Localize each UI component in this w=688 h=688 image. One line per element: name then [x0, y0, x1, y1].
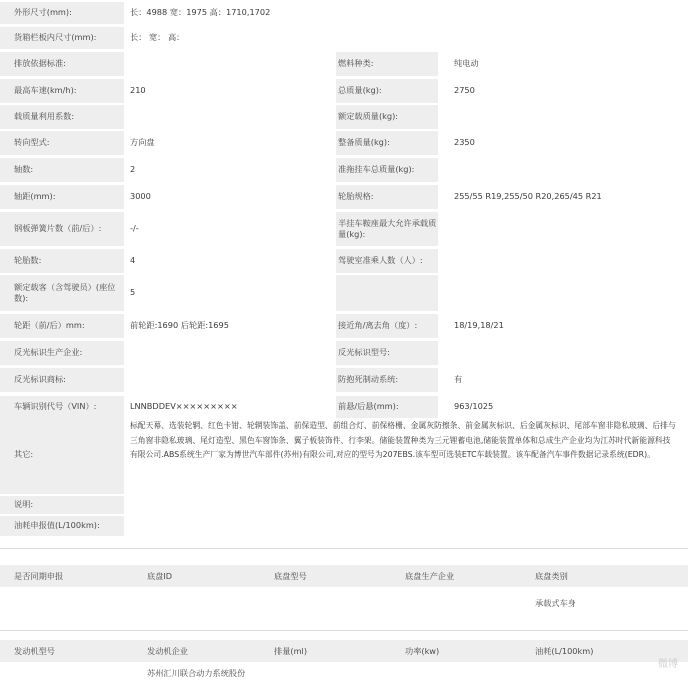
spec-label: 准拖挂车总质量(kg): [336, 158, 438, 182]
spec-value: -/- [130, 223, 139, 234]
spec-row [0, 2, 688, 24]
chassis-header-cell: 底盘类别 [535, 570, 568, 581]
spec-row [0, 105, 688, 129]
chassis-cell: 承载式车身 [535, 597, 576, 608]
engine-cell: 苏州汇川联合动力系统股份 [147, 668, 246, 678]
spec-label: 最高车速(km/h): [0, 79, 124, 103]
spec-label: 轮距（前/后）mm: [0, 314, 124, 338]
spec-label: 防抱死制动系统: [336, 368, 438, 392]
spec-value [450, 105, 688, 129]
spec-label-fuel: 油耗申报值(L/100km): [0, 516, 124, 536]
spec-value: LNNBDDEV××××××××× [130, 401, 238, 412]
spec-value-other: 标配天幕、选装轮辋、红色卡钳、轮辋装饰盖、前保造型、前组合灯、前保格栅、金属灰防擦条、前金属灰标识、后金属灰标识、尾部车窗非隐私玻璃、后排与三角窗非隐私玻璃、尾灯造型、黑色车窗饰条、翼子板装饰件、行李架。储能装置种类为三元锂蓄电池,储能装置单体和总成生产企业均为江苏时代新能源科技有限公司.ABS系统生产厂家为博世汽车部件(苏州)有限公司,对应的型号为207EBS.该车型可选装ETC车载装置。该车配备汽车事件数据记录系统(EDR)。 [130, 421, 676, 459]
spec-value: 210 [130, 85, 146, 96]
spec-value: 纯电动 [454, 58, 479, 69]
spec-label: 前悬/后悬(mm): [336, 396, 438, 418]
spec-value [450, 275, 688, 311]
spec-row [0, 249, 688, 273]
spec-row [0, 341, 688, 365]
spec-row [0, 275, 688, 311]
engine-data-row [0, 666, 688, 688]
spec-value: 2 [130, 164, 136, 175]
spec-row [0, 131, 688, 155]
spec-row [0, 52, 688, 76]
spec-label-note: 说明: [0, 496, 124, 514]
spec-label: 整备质量(kg): [336, 131, 438, 155]
spec-label: 车辆识别代号（VIN）: [0, 396, 124, 418]
spec-value [128, 341, 326, 365]
chassis-header-cell: 底盘型号 [274, 570, 307, 581]
spec-value: 3000 [130, 191, 151, 202]
spec-value: 前轮距:1690 后轮距:1695 [130, 320, 229, 331]
chassis-data-row [0, 589, 688, 623]
spec-label: 反光标识型号: [336, 341, 438, 365]
spec-value [128, 105, 326, 129]
spec-label: 接近角/离去角（度）: [336, 314, 438, 338]
spec-value: 有 [454, 374, 463, 385]
watermark: 微博 [658, 659, 678, 670]
spec-value [450, 249, 688, 273]
spec-label: 驾驶室准乘人数（人）: [336, 249, 438, 273]
spec-row [0, 185, 688, 209]
spec-value [128, 52, 326, 76]
spec-value [450, 158, 688, 182]
spec-value: 5 [130, 287, 136, 298]
spec-label: 钢板弹簧片数（前/后）: [0, 212, 124, 246]
spec-value: 963/1025 [454, 401, 494, 412]
spec-row [0, 79, 688, 103]
spec-value: 4 [130, 255, 136, 266]
spec-label: 燃料种类: [336, 52, 438, 76]
spec-label: 轴数: [0, 158, 124, 182]
spec-row-note [0, 496, 688, 514]
spec-value: 2350 [454, 137, 475, 148]
spec-row-other [0, 416, 688, 494]
engine-header-cell: 排量(ml) [274, 645, 308, 656]
spec-label: 轮胎规格: [336, 185, 438, 209]
spec-row-fuel [0, 516, 688, 536]
spec-label-other: 其它: [0, 416, 124, 494]
spec-label: 货箱栏板内尺寸(mm): [0, 27, 124, 49]
engine-header-row [0, 640, 688, 662]
spec-label: 外形尺寸(mm): [0, 2, 124, 24]
spec-label: 总质量(kg): [336, 79, 438, 103]
spec-label: 反光标识生产企业: [0, 341, 124, 365]
spec-value [128, 368, 326, 392]
blank-cell-shade [424, 275, 438, 311]
spec-label [336, 275, 438, 311]
spec-row [0, 396, 688, 418]
spec-row [0, 158, 688, 182]
section-divider [0, 548, 688, 549]
section-divider [0, 630, 688, 631]
spec-label: 轴距(mm): [0, 185, 124, 209]
chassis-header-cell: 底盘ID [147, 570, 173, 581]
spec-value [450, 212, 688, 246]
spec-value: 18/19,18/21 [454, 320, 504, 331]
spec-label: 额定载质量(kg): [336, 105, 438, 129]
spec-label: 额定载客（含驾驶员）(座位数): [0, 275, 124, 311]
spec-label: 半挂车鞍座最大允许承载质量(kg): [336, 212, 438, 246]
spec-value: 2750 [454, 85, 475, 96]
spec-value: 长： 宽： 高： [130, 32, 185, 43]
spec-label: 转向型式: [0, 131, 124, 155]
spec-value: 方向盘 [130, 137, 155, 148]
engine-header-cell: 功率(kw) [405, 645, 440, 656]
spec-label: 载质量利用系数: [0, 105, 124, 129]
spec-row [0, 27, 688, 49]
spec-row [0, 314, 688, 338]
spec-row [0, 368, 688, 392]
spec-label: 反光标识商标: [0, 368, 124, 392]
chassis-header-row [0, 565, 688, 587]
engine-header-cell: 发动机企业 [147, 645, 188, 656]
chassis-header-cell: 是否同期申报 [14, 570, 64, 581]
spec-label: 轮胎数: [0, 249, 124, 273]
engine-header-cell: 油耗(L/100km) [535, 645, 594, 656]
engine-header-cell: 发动机型号 [14, 645, 55, 656]
chassis-header-cell: 底盘生产企业 [405, 570, 455, 581]
spec-value [450, 341, 688, 365]
spec-row [0, 212, 688, 246]
spec-value: 255/55 R19,255/50 R20,265/45 R21 [454, 191, 602, 202]
spec-value: 长：4988 宽：1975 高：1710,1702 [130, 7, 271, 18]
spec-label: 排放依据标准: [0, 52, 124, 76]
